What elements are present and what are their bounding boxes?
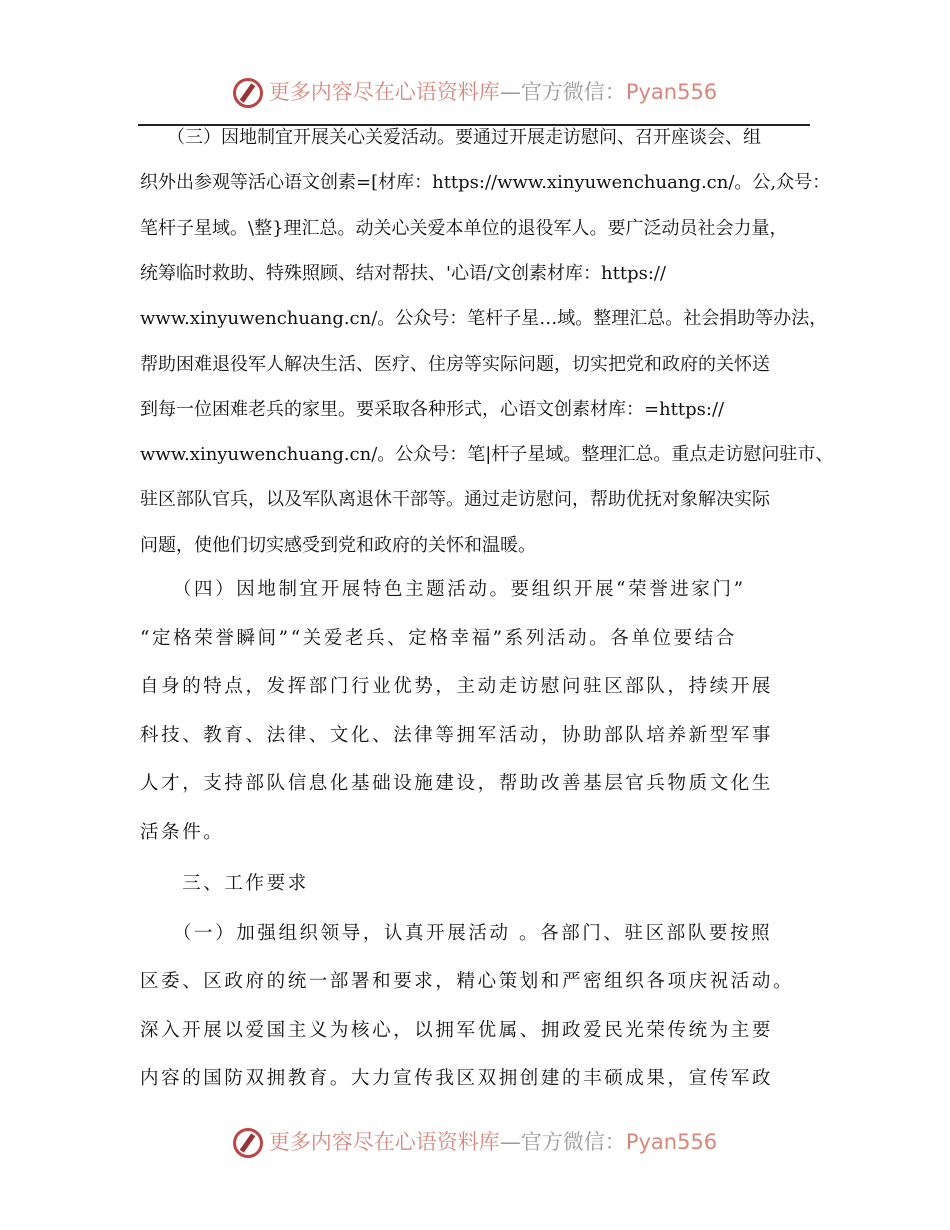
text-line: 科技、教育、法律、文化、法律等拥军活动，协助部队培养新型军事 [140, 724, 774, 746]
header-watermark [0, 76, 950, 108]
watermark-wechat: 官方微信： [520, 80, 626, 104]
watermark-text: 更多内容尽在心语资料库 [268, 80, 500, 104]
text-line: 内容的国防双拥教育。大力宣传我区双拥创建的丰硕成果，宣传军政 [140, 1068, 774, 1090]
text-line: 区委、区政府的统一部署和要求，精心策划和严密组织各项庆祝活动。 [140, 971, 795, 993]
text-line: “定格荣誉瞬间”“关爱老兵、定格幸福”系列活动。各单位要结合 [140, 627, 737, 649]
text-line: 问题，使他们切实感受到党和政府的关怀和温暖。 [140, 534, 536, 556]
text-line: www.xinyuwenchuang.cn/。公众号：笔杆子星…域。整理汇总。社会捐助等办法， [140, 308, 828, 330]
text-line: （三）因地制宜开展关心关爱活动。要通过开展走访慰问、召开座谈会、组 [140, 127, 761, 148]
watermark-wechat: 官方微信： [520, 1130, 626, 1154]
watermark-sep: — [499, 80, 521, 104]
footer-watermark [0, 1126, 950, 1158]
text-line: 统筹临时救助、特殊照顾、结对帮扶、'心语/文创素材库：https:// [140, 262, 667, 284]
text-line: 自身的特点，发挥部门行业优势，主动走访慰问驻区部队，持续开展 [140, 676, 774, 698]
watermark-id: Pyan556 [625, 80, 718, 104]
text-line: 三、工作要求 [140, 873, 309, 894]
text-line: 笔杆子星域。\整}理汇总。动关心关爱本单位的退役军人。要广泛动员社会力量， [140, 217, 788, 239]
text-line: 活条件。 [140, 822, 225, 843]
text-line: （一）加强组织领导，认真开展活动 。各部门、驻区部队要按照 [140, 923, 773, 944]
text-line: 织外出参观等活心语文创素=[材库：https://www.xinyuwenchuang.cn/。公,众号： [140, 172, 831, 194]
text-line: www.xinyuwenchuang.cn/。公众号：笔|杆子星域。整理汇总。重点走访慰问驻市、 [140, 444, 834, 466]
watermark-text: 更多内容尽在心语资料库 [268, 1130, 500, 1154]
watermark-sep: — [499, 1130, 521, 1154]
text-line: 到每一位困难老兵的家里。要采取各种形式，心语文创素材库：=https:// [140, 398, 725, 420]
watermark-id: Pyan556 [625, 1130, 718, 1154]
text-line: （四）因地制宜开展特色主题活动。要组织开展“荣誉进家门” [140, 579, 746, 600]
text-line: 帮助困难退役军人解决生活、医疗、住房等实际问题，切实把党和政府的关怀送 [140, 353, 770, 375]
text-line: 深入开展以爱国主义为核心，以拥军优属、拥政爱民光荣传统为主要 [140, 1019, 774, 1041]
pen-logo-icon [233, 78, 263, 108]
pen-logo-icon [233, 1128, 263, 1158]
text-line: 人才，支持部队信息化基础设施建设，帮助改善基层官兵物质文化生 [140, 773, 774, 795]
text-line: 驻区部队官兵，以及军队离退休干部等。通过走访慰问，帮助优抚对象解决实际 [140, 489, 770, 511]
